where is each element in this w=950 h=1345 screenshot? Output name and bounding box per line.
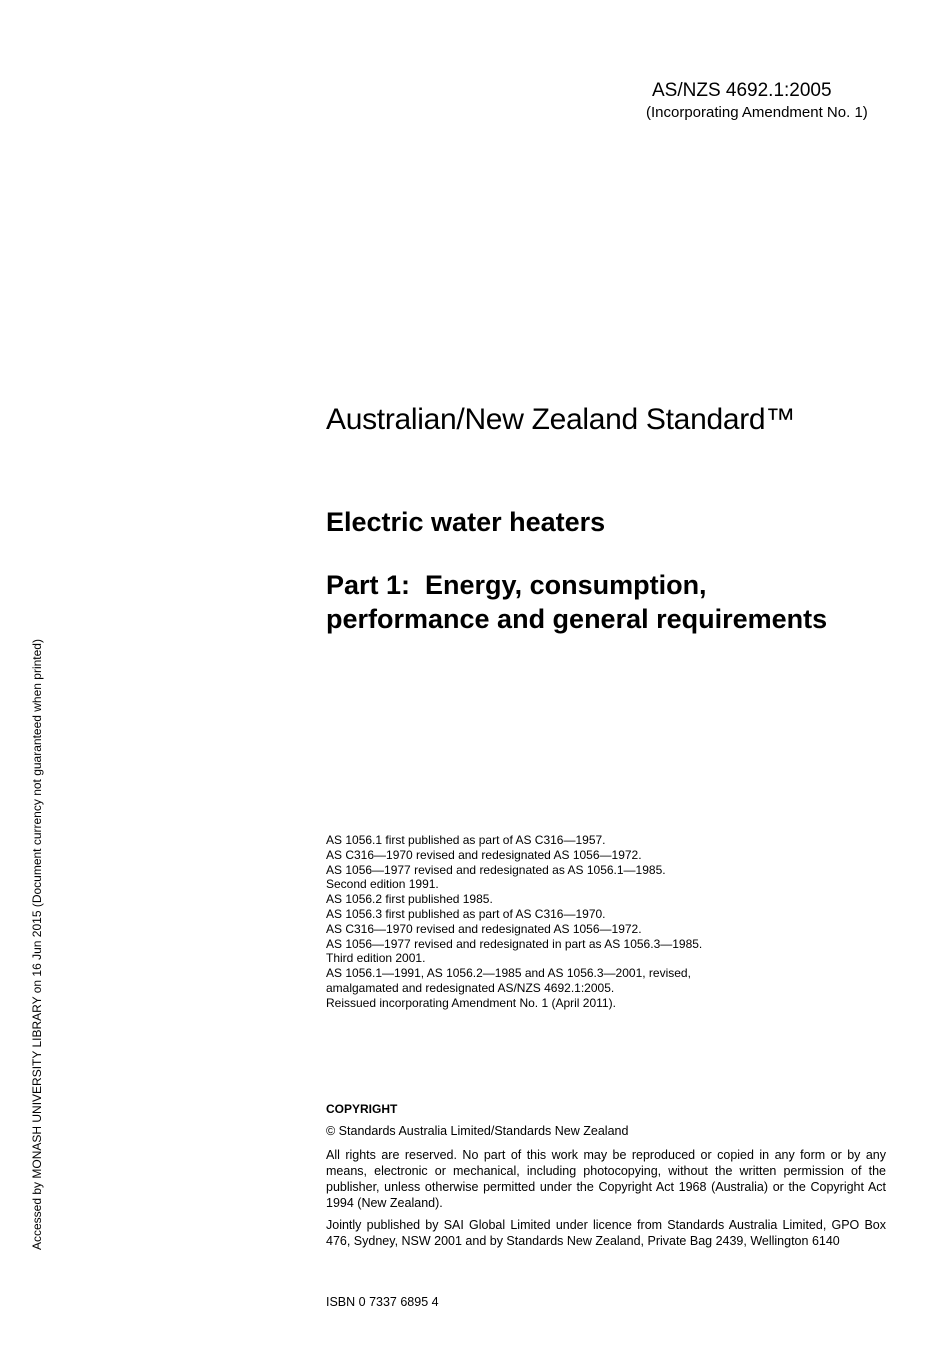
history-line: AS 1056.1—1991, AS 1056.2—1985 and AS 1056.3—2001, revised, bbox=[326, 966, 691, 981]
isbn: ISBN 0 7337 6895 4 bbox=[326, 1295, 439, 1309]
document-title: Electric water heaters bbox=[326, 507, 606, 537]
part-title-line-1: Part 1: Energy, consumption, bbox=[326, 570, 707, 600]
history-line: AS 1056.1 first published as part of AS C316—1957. bbox=[326, 833, 606, 847]
history-line: AS 1056.2 first published 1985. bbox=[326, 892, 493, 907]
part-title-line-2: performance and general requirements bbox=[326, 604, 828, 634]
part-title bbox=[326, 568, 906, 636]
history-line: AS 1056.3 first published as part of AS C316—1970. bbox=[326, 906, 606, 921]
amendment-note: (Incorporating Amendment No. 1) bbox=[646, 104, 868, 121]
history-line: Second edition 1991. bbox=[326, 877, 439, 892]
history-line: AS 1056—1977 revised and redesignated as AS 1056.1—1985. bbox=[326, 862, 666, 877]
history-line: AS C316—1970 revised and redesignated AS 1056—1972. bbox=[326, 921, 642, 936]
history-line: Third edition 2001. bbox=[326, 951, 426, 966]
copyright-heading: COPYRIGHT bbox=[326, 1102, 398, 1116]
copyright-owner: © Standards Australia Limited/Standards New Zealand bbox=[326, 1124, 629, 1138]
standard-type-heading: Australian/New Zealand Standard™ bbox=[326, 403, 795, 436]
history-line: amalgamated and redesignated AS/NZS 4692.1:2005. bbox=[326, 980, 615, 995]
history-line: AS C316—1970 revised and redesignated AS 1056—1972. bbox=[326, 847, 642, 862]
access-watermark-note: Accessed by MONASH UNIVERSITY LIBRARY on 16 Jun 2015 (Document currency not guaranteed when printed) bbox=[30, 639, 44, 1250]
copyright-publisher-text: Jointly published by SAI Global Limited under licence from Standards Australia Limited, GPO Box 476, Sydney, NSW 2001 and by Standards New Zealand, Private Bag 2439, Wellington 6140 bbox=[326, 1218, 886, 1248]
history-line: AS 1056—1977 revised and redesignated in part as AS 1056.3—1985. bbox=[326, 936, 703, 951]
standard-number: AS/NZS 4692.1:2005 bbox=[652, 80, 832, 101]
copyright-rights-text: All rights are reserved. No part of this work may be reproduced or copied in any form or by any means, electronic or mechanical, including photocopying, without the written permission of the publisher, unless otherwise permitted under the Copyright Act 1968 (Australia) or the Copyright Act 1994 (New Zealand). bbox=[326, 1148, 886, 1210]
history-line: Reissued incorporating Amendment No. 1 (April 2011). bbox=[326, 995, 616, 1010]
publication-history bbox=[326, 833, 702, 1011]
